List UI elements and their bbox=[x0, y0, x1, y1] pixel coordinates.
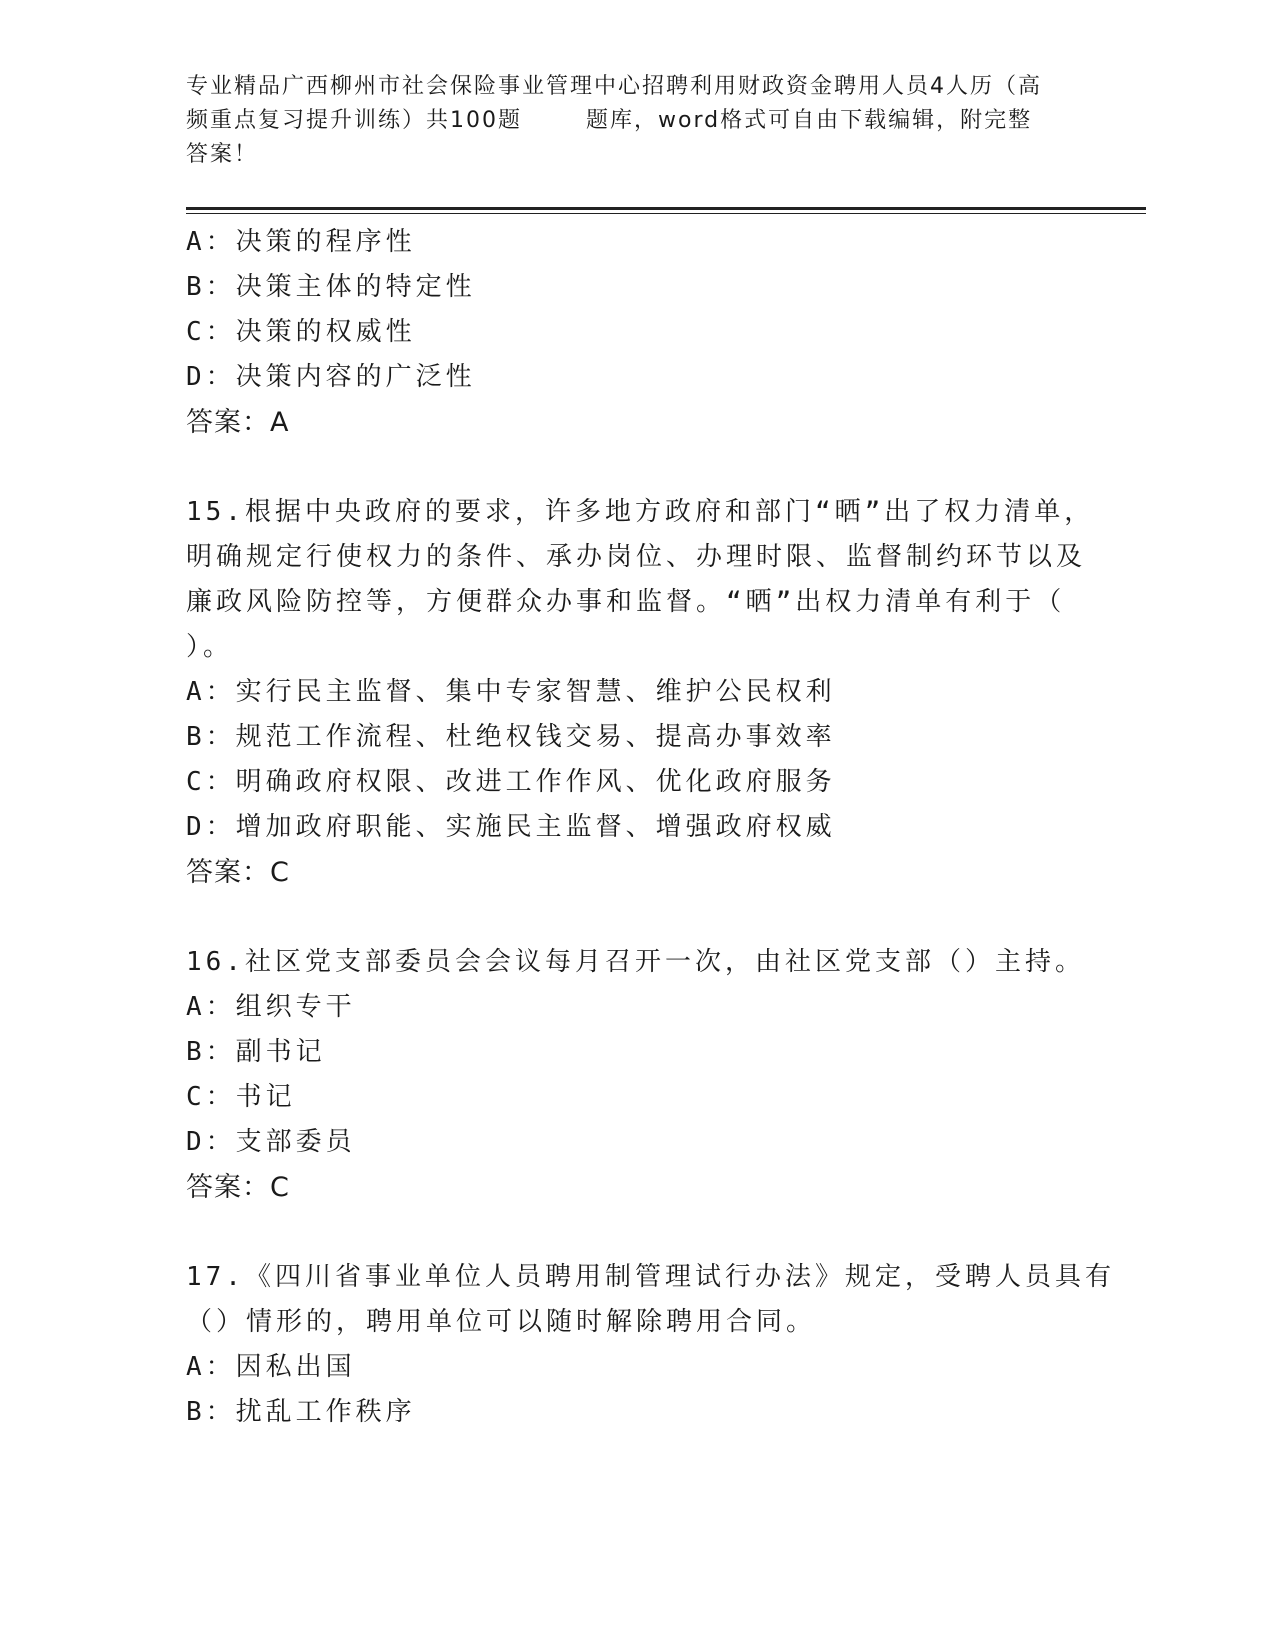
option-b: B：决策主体的特定性 bbox=[186, 272, 476, 302]
answer-line: 答案：C bbox=[186, 1172, 290, 1203]
question-stem-line: （）情形的，聘用单位可以随时解除聘用合同。 bbox=[186, 1307, 817, 1337]
question-stem-line: ）。 bbox=[186, 632, 234, 662]
question-content bbox=[186, 220, 1115, 1435]
header-divider bbox=[186, 207, 1146, 214]
option-d: D：增加政府职能、实施民主监督、增强政府权威 bbox=[186, 812, 836, 842]
option-b: B：扰乱工作秩序 bbox=[186, 1397, 416, 1427]
answer-line: 答案：A bbox=[186, 407, 290, 438]
question-stem-line: 16.社区党支部委员会会议每月召开一次，由社区党支部（）主持。 bbox=[186, 947, 1085, 977]
option-d: D：支部委员 bbox=[186, 1127, 356, 1157]
option-a: A：实行民主监督、集中专家智慧、维护公民权利 bbox=[186, 677, 836, 707]
option-a: A：组织专干 bbox=[186, 992, 356, 1022]
header-line-2 bbox=[186, 104, 1086, 138]
header-line-1: 专业精品广西柳州市社会保险事业管理中心招聘利用财政资金聘用人员4人历（高 bbox=[186, 74, 1042, 99]
option-c: C：书记 bbox=[186, 1082, 296, 1112]
question-stem-line: 明确规定行使权力的条件、承办岗位、办理时限、监督制约环节以及 bbox=[186, 542, 1087, 572]
option-c: C：决策的权威性 bbox=[186, 317, 416, 347]
header-line-2a: 频重点复习提升训练）共100题 bbox=[186, 108, 522, 133]
answer-line: 答案：C bbox=[186, 857, 290, 888]
option-b: B：副书记 bbox=[186, 1037, 326, 1067]
question-14-tail bbox=[186, 220, 1086, 445]
option-d: D：决策内容的广泛性 bbox=[186, 362, 476, 392]
question-stem-line: 17.《四川省事业单位人员聘用制管理试行办法》规定，受聘人员具有 bbox=[186, 1262, 1115, 1292]
question-stem-line: 廉政风险防控等，方便群众办事和监督。“晒”出权力清单有利于（ bbox=[186, 587, 1066, 617]
header-line-2b: 题库，word格式可自由下载编辑，附完整 bbox=[586, 108, 1033, 133]
question-stem-line: 15.根据中央政府的要求，许多地方政府和部门“晒”出了权力清单， bbox=[186, 497, 1095, 527]
page-header bbox=[186, 70, 1086, 172]
option-b: B：规范工作流程、杜绝权钱交易、提高办事效率 bbox=[186, 722, 836, 752]
question-17 bbox=[186, 1255, 1115, 1435]
question-15 bbox=[186, 490, 1095, 895]
option-a: A：决策的程序性 bbox=[186, 227, 416, 257]
question-16 bbox=[186, 940, 1086, 1210]
header-line-3: 答案！ bbox=[186, 142, 259, 167]
option-c: C：明确政府权限、改进工作作风、优化政府服务 bbox=[186, 767, 836, 797]
option-a: A：因私出国 bbox=[186, 1352, 356, 1382]
